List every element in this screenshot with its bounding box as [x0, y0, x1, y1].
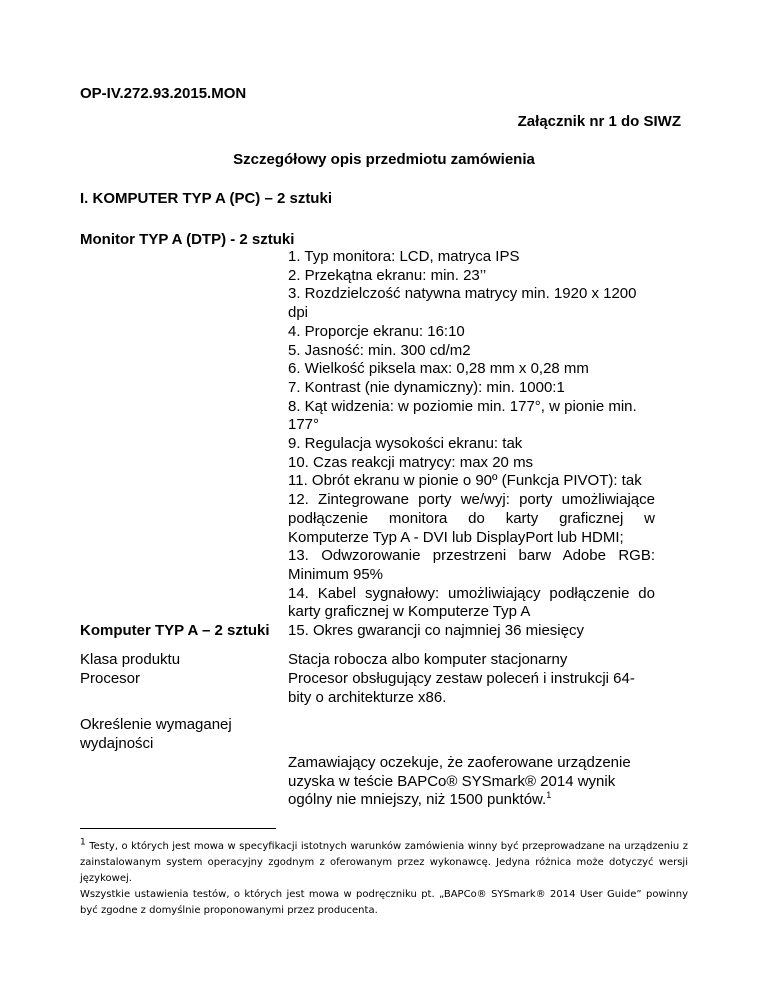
spec-item: 11. Obrót ekranu w pionie o 90º (Funkcja PIVOT): tak	[288, 472, 642, 490]
spec-item: 12. Zintegrowane porty we/wyj: porty umożliwiające podłączenie monitora do karty graficznej w Komputerze Typ A - DVI lub DisplayPort lub HDMI;	[288, 491, 655, 546]
row-label-class: Klasa produktu	[80, 651, 181, 668]
footnote-text: Testy, o których jest mowa w specyfikacji istotnych warunków zamówienia winny być przeprowadzane na urządzeniu z zainstalowanym system operacyjny zgodnym z oferowanym przez wykonawcę. Jedyna różnica może dotyczyć wersji językowej.	[80, 841, 688, 884]
footnote-ref: 1	[546, 790, 552, 801]
spec-item: 8. Kąt widzenia: w poziomie min. 177°, w pionie min. 177°	[288, 397, 637, 434]
reference-number: OP-IV.272.93.2015.MON	[80, 85, 247, 102]
row-label-cpu: Procesor	[80, 670, 141, 687]
spec-item: 3. Rozdzielczość natywna matrycy min. 1920 x 1200 dpi	[288, 285, 637, 322]
spec-item: 13. Odwzorowanie przestrzeni barw Adobe RGB: Minimum 95%	[288, 547, 655, 583]
spec-item: 6. Wielkość piksela max: 0,28 mm x 0,28 mm	[288, 360, 589, 378]
section-heading: I. KOMPUTER TYP A (PC) – 2 sztuki	[80, 190, 332, 207]
footnote-separator	[80, 828, 276, 829]
monitor-spec-list	[288, 248, 655, 641]
performance-text: Zamawiający oczekuje, że zaoferowane urządzenie uzyska w teście BAPCo® SYSmark® 2014 wynik ogólny nie mniejszy, niż 1500 punktów.	[288, 754, 631, 809]
footnote-text: Wszystkie ustawienia testów, o których jest mowa w podręczniku pt. „BAPCo® SYSmark® 2014 User Guide” powinny być zgodne z domyślnie proponowanymi przez producenta.	[80, 889, 688, 916]
spec-item: 7. Kontrast (nie dynamiczny): min. 1000:1	[288, 378, 565, 396]
footnote-paragraph	[80, 839, 688, 887]
computer-heading: Komputer TYP A – 2 sztuki	[80, 622, 270, 639]
spec-item: 15. Okres gwarancji co najmniej 36 miesięcy	[288, 622, 584, 640]
annex-label: Załącznik nr 1 do SIWZ	[517, 113, 681, 130]
row-value-class: Stacja robocza albo komputer stacjonarny	[288, 651, 568, 668]
footnote-number: 1	[80, 837, 86, 848]
document-title: Szczegółowy opis przedmiotu zamówienia	[233, 151, 535, 168]
spec-item: 5. Jasność: min. 300 cd/m2	[288, 341, 471, 359]
footnote	[80, 839, 688, 919]
spec-item: 14. Kabel sygnałowy: umożliwiający podłączenie do karty graficznej w Komputerze Typ A	[288, 584, 655, 621]
monitor-heading: Monitor TYP A (DTP) - 2 sztuki	[80, 231, 295, 248]
spec-item: 4. Proporcje ekranu: 16:10	[288, 322, 465, 340]
spec-item: 2. Przekątna ekranu: min. 23’’	[288, 266, 487, 284]
row-value-cpu: Procesor obsługujący zestaw poleceń i instrukcji 64-bity o architekturze x86.	[288, 670, 635, 706]
row-label-performance: Określenie wymaganej wydajności	[80, 716, 232, 752]
spec-item: 1. Typ monitora: LCD, matryca IPS	[288, 248, 520, 265]
spec-item: 9. Regulacja wysokości ekranu: tak	[288, 435, 523, 453]
row-value-performance	[288, 754, 655, 810]
footnote-paragraph	[80, 887, 688, 919]
spec-item: 10. Czas reakcji matrycy: max 20 ms	[288, 453, 534, 471]
